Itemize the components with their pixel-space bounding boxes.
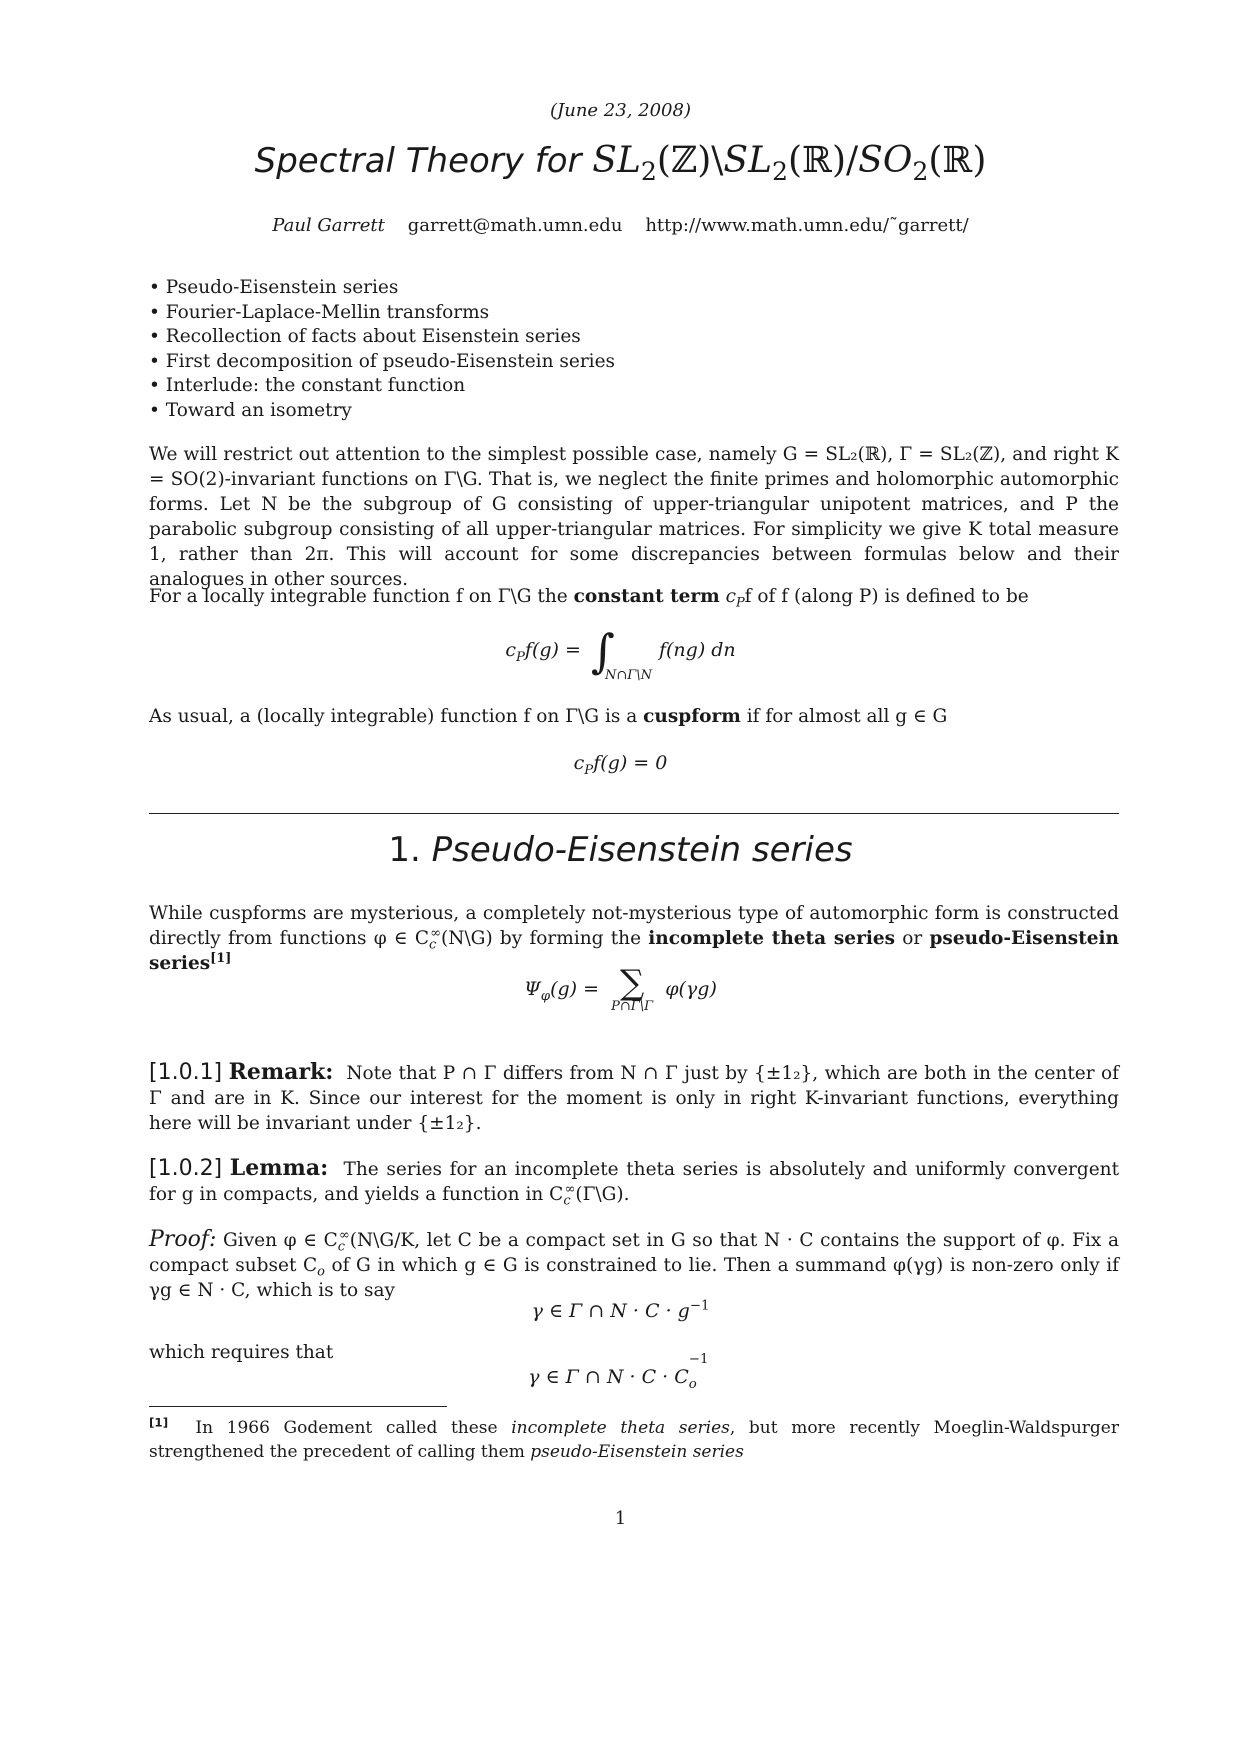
contents-item: • Pseudo-Eisenstein series [149,276,1049,301]
document-title: Spectral Theory for $SL_2(ℤ)\backslash SL_2(ℝ)/SO_2(ℝ)$ [254,140,987,187]
author-line [0,215,1241,236]
contents-item: • Interlude: the constant function [149,374,1049,399]
remark-block: [1.0.1] Remark: Note that P ∩ Γ differs from N ∩ Γ just by {±1₂}, which are both in the center of Γ and are in K. Since our interest for the moment is only in right K-invariant functions, everything here will be invariant under {±1₂}. [149,1059,1120,1134]
constant-term-equation: $c_Pf(g)$ = ∫ N∩Γ\N f(ng) dn [505,624,736,683]
contents-list [149,276,1049,423]
cuspform-equation: $c_Pf(g) = 0$ [573,752,668,778]
section-heading: 1. Pseudo-Eisenstein series [388,830,853,870]
footnote-ref[interactable]: [1] [210,950,232,966]
pseudo-eisenstein-equation: $\Psi_\varphi(g)$ = ∑ P∩Γ\Γ φ(γg) [524,963,717,1014]
pseudo-eisenstein-paragraph: While cuspforms are mysterious, a completely not-mysterious type of automorphic form is constructed directly from functions φ ∈ $C_c^\infty(N\backslash G)$ by forming the incomplete theta series or pseudo-Eisenstein series[1] [149,903,1119,974]
contents-item: • First decomposition of pseudo-Eisenstein series [149,350,1049,375]
document-date: (June 23, 2008) [550,100,691,121]
proof-equation-2: γ ∈ Γ ∩ $N \cdot C \cdot C_o$ −1 [528,1352,709,1392]
cuspform-paragraph: As usual, a (locally integrable) function f on Γ\G is a cuspform if for almost all g ∈ G [149,706,948,727]
footnote: [1] In 1966 Godement called these incomplete theta series, but more recently Moeglin-Waldspurger strengthened the precedent of calling them pseudo-Eisenstein series [149,1415,1119,1462]
contents-item: • Fourier-Laplace-Mellin transforms [149,301,1049,326]
author-email[interactable]: garrett@math.umn.edu [407,215,623,236]
page-number: 1 [614,1508,627,1529]
requires-text: which requires that [149,1342,334,1363]
contents-item: • Toward an isometry [149,399,1049,424]
author-name: Paul Garrett [272,215,385,236]
proof-equation-1: γ ∈ Γ ∩ $N \cdot C \cdot g^{-1}$ [531,1298,710,1322]
contents-item: • Recollection of facts about Eisenstein series [149,325,1049,350]
section-divider [149,813,1119,814]
constant-term-paragraph: For a locally integrable function f on Γ\G the constant term $c_Pf$ of f (along P) is defined to be [149,586,1029,611]
lemma-block: [1.0.2] Lemma: The series for an incomplete theta series is absolutely and uniformly convergent for g in compacts, and yields a function in $C_c^\infty(\Gamma\backslash G)$. [149,1155,1120,1209]
author-url[interactable]: http://www.math.umn.edu/˜garrett/ [645,215,969,236]
footnote-rule [149,1406,447,1407]
proof-block: Proof: Given φ ∈ $C_c^\infty(N\backslash G/K$, let C be a compact set in G so that N · C contains the support of φ. Fix a compact subset $C_o$ of G in which g ∈ G is constrained to lie. Then a summand φ(γg) is non-zero only if γg ∈ N · C, which is to say [149,1227,1119,1301]
intro-paragraph: We will restrict out attention to the simplest possible case, namely G = SL₂(ℝ), Γ = SL₂(ℤ), and right K = SO(2)-invariant functions on Γ\G. That is, we neglect the finite primes and holomorphic automorphic forms. Let N be the subgroup of G consisting of upper-triangular unipotent matrices, and P the parabolic subgroup consisting of all upper-triangular matrices. For simplicity we give K total measure 1, rather than 2π. This will account for some discrepancies between formulas below and their analogues in other sources. [149,444,1119,590]
